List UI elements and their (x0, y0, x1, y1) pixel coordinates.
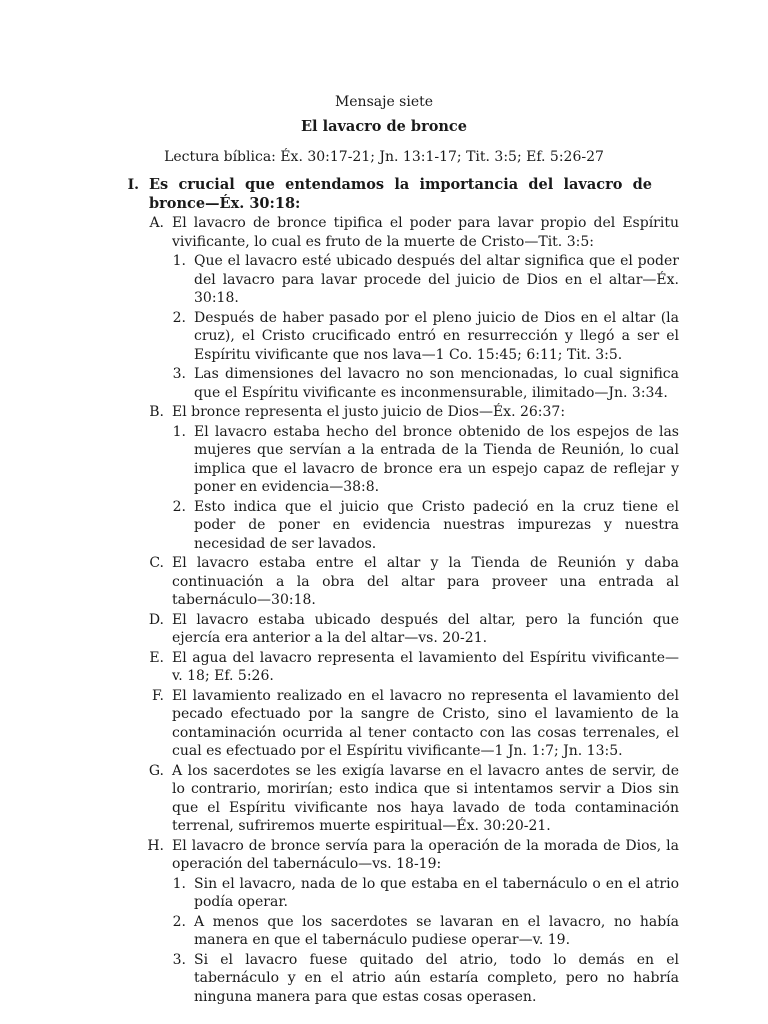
outline-point-a (0, 214, 768, 251)
outline-point-a-3 (0, 365, 768, 402)
outline-text: El lavacro de bronce tipifica el poder para lavar propio del Espíritu vivificante, lo cual es fruto de la muerte de Cristo—Tit. 3:5: (172, 215, 679, 250)
outline-label: B. (149, 404, 164, 420)
outline-label: 1. (172, 253, 186, 269)
outline-text: Las dimensiones del lavacro no son mencionadas, lo cual significa que el Espíritu vivificante es inconmensurable, ilimitado—Jn. 3:34. (194, 366, 679, 401)
outline-text: El lavamiento realizado en el lavacro no representa el lavamiento del pecado efectuado por la sangre de Cristo, sino el lavamiento de la contaminación ocurrida al tener contacto con las cosas terrenales, el cual es efectuado por el Espíritu vivificante—1 Jn. 1:7; Jn. 13:5. (172, 687, 679, 759)
outline-point-h-3 (0, 951, 768, 1007)
outline-label: C. (149, 555, 164, 571)
outline-label: E. (149, 649, 164, 666)
outline-point-b-2 (0, 498, 768, 554)
outline-text: Es crucial que entendamos la importancia del lavacro de bronce—Éx. 30:18: (149, 176, 652, 212)
outline-point-c (0, 554, 768, 610)
outline-label: G. (148, 762, 164, 779)
outline-point-a-2 (0, 309, 768, 365)
page-title: El lavacro de bronce (301, 118, 467, 135)
outline-point-h (0, 837, 768, 874)
outline-text: Sin el lavacro, nada de lo que estaba en el tabernáculo o en el atrio podía operar. (194, 875, 679, 910)
outline-label: 2. (172, 913, 186, 930)
outline (0, 176, 768, 1006)
outline-label: D. (148, 611, 164, 628)
outline-point-h-2 (0, 913, 768, 950)
outline-point-e (0, 649, 768, 686)
outline-text: A menos que los sacerdotes se lavaran en el lavacro, no había manera en que el tabernáculo pudiese operar—v. 19. (194, 913, 679, 948)
outline-label: 2. (172, 498, 186, 515)
outline-label: 1. (172, 875, 186, 892)
outline-label: 3. (172, 951, 186, 968)
outline-text: A los sacerdotes se les exigía lavarse en el lavacro antes de servir, de lo contrario, morirían; esto indica que si intentamos servir a Dios sin que el Espíritu vivificante nos haya lavado de toda contaminación terrenal, sufriremos muerte espiritual—Éx. 30:20-21. (172, 762, 679, 834)
outline-text: Esto indica que el juicio que Cristo padeció en la cruz tiene el poder de poner en evidencia nuestras impurezas y nuestra necesidad de ser lavados. (194, 498, 679, 552)
scripture-reading: Lectura bíblica: Éx. 30:17-21; Jn. 13:1-17; Tit. 3:5; Ef. 5:26-27 (164, 149, 604, 165)
outline-label: F. (152, 687, 164, 704)
outline-point-h-1 (0, 875, 768, 912)
outline-point-a-1 (0, 252, 768, 308)
outline-point-b-1 (0, 423, 768, 497)
outline-label: 2. (172, 309, 186, 326)
outline-label: 3. (172, 366, 186, 382)
outline-text: El agua del lavacro representa el lavamiento del Espíritu vivificante—v. 18; Ef. 5:26. (172, 649, 679, 684)
outline-text: El lavacro estaba entre el altar y la Tienda de Reunión y daba continuación a la obra del altar para proveer una entrada al tabernáculo—30:18. (172, 555, 679, 608)
outline-text: Si el lavacro fuese quitado del atrio, todo lo demás en el tabernáculo y en el atrio aún estaría completo, pero no habría ninguna manera para que estas cosas operasen. (194, 951, 679, 1005)
outline-point-d (0, 611, 768, 648)
outline-point-g (0, 762, 768, 836)
outline-text: El lavacro estaba hecho del bronce obtenido de los espejos de las mujeres que servían a la entrada de la Tienda de Reunión, lo cual implica que el lavacro de bronce era un espejo capaz de reflejar y poner en evidencia—38:8. (194, 423, 679, 495)
outline-label: 1. (172, 423, 186, 440)
outline-text: Después de haber pasado por el pleno juicio de Dios en el altar (la cruz), el Cristo crucificado entró en resurrección y llegó a ser el Espíritu vivificante que nos lava—1 Co. 15:45; 6:11; Tit. 3:5. (194, 309, 679, 363)
outline-text: El lavacro estaba ubicado después del altar, pero la función que ejercía era anterior a la del altar—vs. 20-21. (172, 611, 679, 646)
outline-text: Que el lavacro esté ubicado después del altar significa que el poder del lavacro para lavar procede del juicio de Dios en el altar—Éx. 30:18. (194, 253, 679, 306)
outline-label: I. (127, 177, 139, 193)
outline-point-i (0, 176, 768, 213)
outline-text: El bronce representa el justo juicio de Dios—Éx. 26:37: (172, 404, 566, 420)
message-number: Mensaje siete (334, 94, 434, 110)
outline-point-b (0, 403, 768, 422)
outline-label: A. (149, 215, 164, 231)
outline-label: H. (147, 837, 164, 854)
outline-text: El lavacro de bronce servía para la operación de la morada de Dios, la operación del tabernáculo—vs. 18-19: (172, 837, 679, 872)
outline-point-f (0, 687, 768, 761)
